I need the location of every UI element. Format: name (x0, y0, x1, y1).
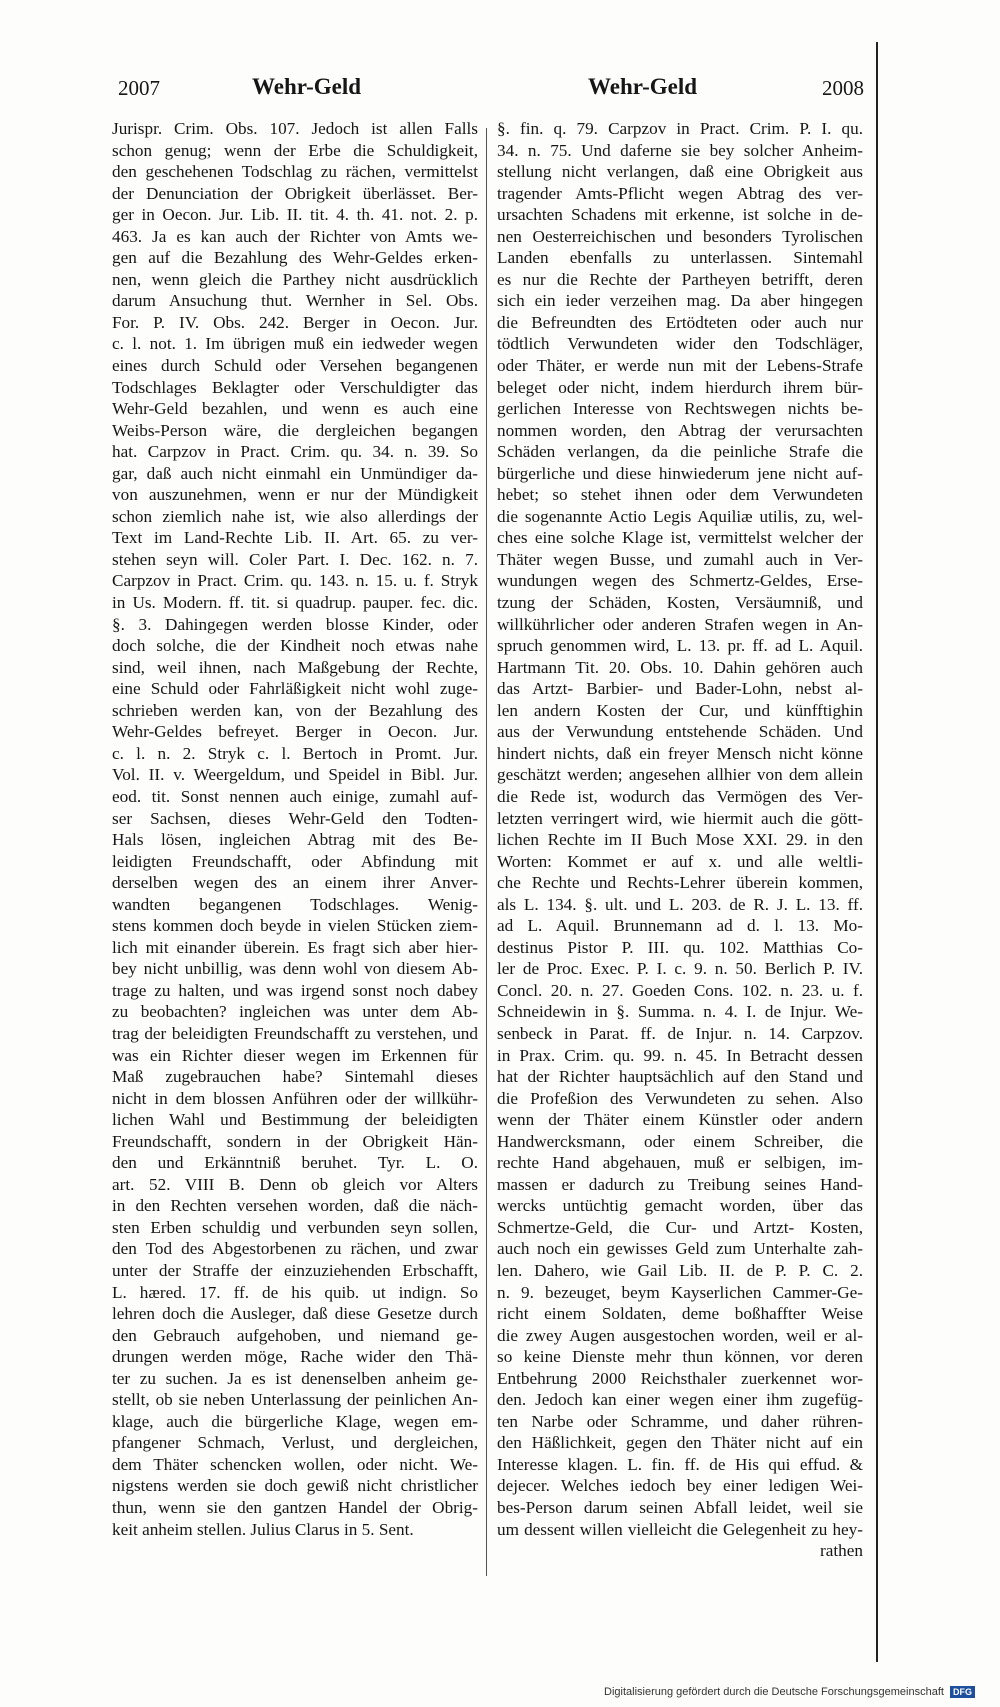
text-line: c. l. not. 1. Im übrigen muß ein iedweder wegen (112, 334, 478, 354)
text-line: §. 3. Dahingegen werden blosse Kinder, oder (112, 614, 478, 634)
text-line: massen er dadurch zu Treibung seines Hand- (497, 1174, 863, 1194)
text-line: 463. Ja es kan auch der Richter von Amts we- (112, 226, 478, 246)
text-line: wercks untüchtig gemacht worden, über das (497, 1196, 863, 1216)
text-line: trage zu halten, und was irgend sonst noch dabey (112, 980, 478, 1000)
text-line: die Rede ist, wodurch das Vermögen des Ver- (497, 786, 863, 806)
text-line: Schäden verlangen, da die peinliche Strafe die (497, 442, 863, 462)
text-line: Schmertze-Geld, die Cur- und Artzt- Kosten, (497, 1217, 863, 1237)
text-line: §. fin. q. 79. Carpzov in Pract. Crim. P. I. qu. (497, 119, 863, 138)
dfg-logo: DFG (950, 1686, 975, 1698)
text-line: Entbehrung 2000 Reichsthaler zuerkennet wor- (497, 1368, 863, 1388)
text-line: den Häßlichkeit, gegen den Thäter nicht auf ein (497, 1433, 863, 1453)
text-line: eod. tit. Sonst nennen auch einige, zumahl auf- (112, 786, 478, 806)
text-line: den geschehenen Todschlag zu rächen, vermittelst (112, 162, 478, 182)
text-line: tragender Amts-Pflicht wegen Abtrag des ver- (497, 183, 863, 203)
text-line: Thäter wegen Busse, und zumahl auch in Ver- (497, 549, 863, 569)
text-line: ten Narbe oder Schramme, und daher rühren- (497, 1411, 863, 1431)
text-line: Interesse klagen. L. fin. ff. de His qui effud. & (497, 1454, 863, 1474)
text-line: ches eine solche Klage ist, vermittelst welcher der (497, 528, 863, 548)
text-line: Handwercksmann, oder einem Schreiber, die (497, 1131, 863, 1151)
text-line: Wehr-Geld bezahlen, und wenn es auch eine (112, 399, 478, 419)
text-line: den. Jedoch kan einer wegen einer ihm zugefüg- (497, 1390, 863, 1410)
text-line: keit anheim stellen. Julius Clarus in 5. Sent. (112, 1519, 414, 1539)
text-line: stehen seyn will. Coler Part. I. Dec. 162. n. 7. (112, 549, 478, 569)
text-column-right (497, 118, 863, 1562)
text-line: Schneidewin in §. Summa. n. 4. I. de Injur. We- (497, 1002, 863, 1022)
text-line: ursachten Schadens mit erkenne, ist solche in de- (497, 205, 863, 225)
text-line: sten Erben schuldig und verbunden seyn sollen, (112, 1217, 478, 1237)
text-line: hindert nichts, daß ein freyer Mensch nicht könne (497, 743, 863, 763)
text-line: Text im Land-Rechte Lib. II. Art. 65. zu ver- (112, 528, 478, 548)
text-line: destinus Pistor P. III. qu. 102. Matthias Co- (497, 937, 863, 957)
text-line: rechte Hand abgehauen, muß er selbigen, im- (497, 1153, 863, 1173)
text-line: len. Dahero, wie Gail Lib. II. de P. P. C. 2. (497, 1260, 863, 1280)
text-line: tzung der Schäden, Kosten, Versäumniß, und (497, 593, 863, 613)
text-column-left (112, 118, 478, 1540)
text-line: der Denunciation der Obrigkeit überlässet. Ber- (112, 183, 478, 203)
text-line: richt einem Soldaten, deme boßhaffter Weise (497, 1304, 863, 1324)
text-line: um dessent willen vielleicht die Gelegenheit zu hey- (497, 1519, 863, 1539)
text-line: art. 52. VIII B. Denn ob gleich vor Alters (112, 1174, 478, 1194)
text-line: nen, wenn gleich die Parthey nicht ausdrücklich (112, 269, 478, 289)
text-line: bürgerliche und diese hinwiederum jene nicht auf- (497, 463, 863, 483)
text-line: derselben wegen des an einem ihrer Anver- (112, 873, 478, 893)
text-line: lichen Wahl und Bestimmung der beleidigten (112, 1110, 478, 1130)
text-line: ter zu suchen. Ja es ist denenselben anheim ge- (112, 1368, 478, 1388)
text-line: klage, auch die bürgerliche Klage, wegen em- (112, 1411, 478, 1431)
text-line: sind, weil ihnen, nach Maßgebung der Rechte, (112, 657, 478, 677)
text-line: Vol. II. v. Weergeldum, und Speidel in Bibl. Jur. (112, 765, 478, 785)
text-line: auch noch ein gewisses Geld zum Unterhalte zah- (497, 1239, 863, 1259)
text-line: doch solche, die der Kindheit noch etwas nahe (112, 636, 478, 656)
text-line: schrieben werden kan, von der Bezahlung des (112, 700, 478, 720)
text-line: pfangener Schmach, Verlust, und dergleichen, (112, 1433, 478, 1453)
text-line: ler de Proc. Exec. P. I. c. 9. n. 50. Berlich P. IV. (497, 959, 863, 979)
text-line: es nur die Rechte der Partheyen betrifft, deren (497, 269, 863, 289)
footer-credit-text: Digitalisierung gefördert durch die Deutsche Forschungsgemeinschaft (604, 1686, 944, 1698)
text-line: schon genug; wenn der Erbe die Schuldigkeit, (112, 140, 478, 160)
text-line: thun, wenn sie den gantzen Handel der Obrig- (112, 1498, 478, 1517)
page-edge-line (876, 42, 878, 1662)
text-line: For. P. IV. Obs. 242. Berger in Oecon. Jur. (112, 312, 478, 332)
text-line: 34. n. 75. Und daferne sie bey solcher Anheim- (497, 140, 863, 160)
text-line: beleget oder nicht, indem hierdurch ihrem bür- (497, 377, 863, 397)
text-line: lehren doch die Ausleger, daß diese Gesetze durch (112, 1304, 478, 1324)
text-line: dem Thäter schencken wollen, oder nicht. We- (112, 1454, 478, 1474)
text-line: wenn der Thäter einem Künstler oder andern (497, 1110, 863, 1130)
text-line: Jurispr. Crim. Obs. 107. Jedoch ist allen Falls (112, 119, 478, 138)
text-line: aus der Verwundung entstehende Schäden. Und (497, 722, 863, 742)
text-line: oder Thäter, er werde nun mit der Lebens-Strafe (497, 356, 863, 376)
text-line: ad L. Aquil. Brunnemann ad d. l. 13. Mo- (497, 916, 863, 936)
text-line: Weibs-Person wäre, die dergleichen begangen (112, 420, 478, 440)
text-line: nicht in dem blossen Anführen oder der willkühr- (112, 1088, 478, 1108)
text-line: leidigten Freundschafft, oder Abfindung mit (112, 851, 478, 871)
text-line: schon ziemlich nahe ist, wie also allerdings der (112, 506, 478, 526)
text-line: Worten: Kommet er auf x. und alle weltli- (497, 851, 863, 871)
running-head-right: Wehr-Geld (588, 74, 698, 99)
text-line: stens kommen doch beyde in vielen Stücken ziem- (112, 916, 478, 936)
text-line: tödtlich Verwundeten wider den Todschläger, (497, 334, 863, 354)
page-number-right: 2008 (822, 76, 864, 100)
text-line: Hartmann Tit. 20. Obs. 10. Dahin gehören auch (497, 657, 863, 677)
text-line: so keine Dienste mehr thun können, vor deren (497, 1347, 863, 1367)
text-line: eines durch Schuld oder Versehen begangenen (112, 356, 478, 376)
text-line: rathen (820, 1541, 863, 1561)
text-line: eine Schuld oder Fahrläßigkeit nicht wohl zuge- (112, 679, 478, 699)
text-line: willkührlicher oder anderen Strafen wegen in An- (497, 614, 863, 634)
text-line: in Us. Modern. ff. tit. si quadrup. pauper. fec. dic. (112, 593, 478, 613)
text-line: gar, daß auch nicht einmahl ein Unmündiger da- (112, 463, 478, 483)
text-line: die zwey Augen ausgestochen worden, weil er al- (497, 1325, 863, 1345)
text-line: nommen worden, den Abtrag der verursachten (497, 420, 863, 440)
text-line: gen auf die Bezahlung des Wehr-Geldes erken- (112, 248, 478, 268)
text-line: wundungen wegen des Schmertz-Geldes, Erse- (497, 571, 863, 591)
text-line: hebet; so stehet ihnen oder dem Verwundeten (497, 485, 863, 505)
page-header (118, 76, 864, 112)
text-line: Landen ebenfalls zu unterlassen. Sintemahl (497, 248, 863, 268)
text-line: von auszunehmen, wenn er nur der Mündigkeit (112, 485, 478, 505)
text-line: Wehr-Geldes befreyet. Berger in Oecon. Jur. (112, 722, 478, 742)
text-line: Carpzov in Pract. Crim. qu. 143. n. 15. u. f. Stryk (112, 571, 478, 591)
text-line: L. hæred. 17. ff. de his quib. ut indign. So (112, 1282, 478, 1302)
text-line: den Tod des Abgestorbenen zu rächen, und zwar (112, 1239, 478, 1259)
text-line: geschätzt werden; angesehen allhier von dem allein (497, 765, 863, 785)
text-line: senbeck in Parat. ff. de Injur. n. 14. Carpzov. (497, 1023, 863, 1043)
text-line: lichen Rechte im II Buch Mose XXI. 29. in den (497, 830, 863, 850)
text-line: Hals lösen, ingleichen Abtrag mit des Be- (112, 830, 478, 850)
text-line: Concl. 20. n. 27. Goeden Cons. 102. n. 23. u. f. (497, 980, 863, 1000)
text-line: stellung nicht verlangen, daß eine Obrigkeit aus (497, 162, 863, 182)
digitization-footer (604, 1686, 996, 1704)
text-line: bes-Person darum seinen Abfall leidet, weil sie (497, 1498, 863, 1517)
text-line: hat. Carpzov in Pract. Crim. qu. 34. n. 39. So (112, 442, 478, 462)
text-line: den und Erkänntniß beruhet. Tyr. L. O. (112, 1153, 478, 1173)
text-line: in den Rechten versehen worden, daß die näch- (112, 1196, 478, 1216)
text-line: den Gebrauch aufgehoben, und niemand ge- (112, 1325, 478, 1345)
text-line: nen Oesterreichischen und besonders Tyrolischen (497, 226, 863, 246)
text-line: wandten begangenen Todschlages. Wenig- (112, 894, 478, 914)
text-line: ser Sachsen, dieses Wehr-Geld den Todten- (112, 808, 478, 828)
text-line: das Artzt- Barbier- und Bader-Lohn, nebst al- (497, 679, 863, 699)
text-line: was ein Richter dieser wegen im Erkennen für (112, 1045, 478, 1065)
page-number-left: 2007 (118, 76, 160, 100)
text-line: ger in Oecon. Jur. Lib. II. tit. 4. th. 41. not. 2. p. (112, 205, 478, 225)
text-line: nigstens werden sie doch gewiß nicht christlicher (112, 1476, 478, 1496)
text-line: len andern Kosten der Cur, und künfftighin (497, 700, 863, 720)
text-line: zu beobachten? ingleichen was unter dem Ab- (112, 1002, 478, 1022)
text-line: che Rechte und Rechts-Lehrer überein kommen, (497, 873, 863, 893)
text-line: letzten verringert wird, wie hiermit auch die gött- (497, 808, 863, 828)
text-line: in Prax. Crim. qu. 99. n. 45. In Betracht dessen (497, 1045, 863, 1065)
running-head-left: Wehr-Geld (252, 74, 362, 99)
text-line: hat der Richter hauptsächlich auf den Stand und (497, 1067, 863, 1087)
text-line: spruch genommen wird, L. 13. pr. ff. ad L. Aquil. (497, 636, 863, 656)
column-divider (486, 128, 487, 1576)
text-line: bey nicht unbillig, was denn wohl von diesem Ab- (112, 959, 478, 979)
text-line: dejecer. Welches iedoch bey einer ledigen Wei- (497, 1476, 863, 1496)
text-line: drungen werden möge, Rache wider den Thä- (112, 1347, 478, 1367)
text-line: c. l. n. 2. Stryk c. l. Bertoch in Promt. Jur. (112, 743, 478, 763)
text-line: stellt, ob sie neben Unterlassung der peinlichen An- (112, 1390, 478, 1410)
text-line: unter der Straffe der einzuziehenden Erbschafft, (112, 1260, 478, 1280)
text-line: n. 9. bezeuget, beym Kayserlichen Cammer-Ge- (497, 1282, 863, 1302)
text-line: Freundschafft, sondern in der Obrigkeit Hän- (112, 1131, 478, 1151)
text-line: Todschlages Beklagter oder Verschuldigter das (112, 377, 478, 397)
text-line: die Befreundten des Ertödteten oder auch nur (497, 312, 863, 332)
text-line: als L. 134. §. ult. und L. 203. de R. J. L. 13. ff. (497, 894, 863, 914)
text-line: sich ein ieder verzeihen mag. Da aber hingegen (497, 291, 863, 311)
text-line: die sogenannte Actio Legis Aquiliæ utilis, zu, wel- (497, 506, 863, 526)
text-line: darum Ansuchung thut. Wernher in Sel. Obs. (112, 291, 478, 311)
text-line: gerlichen Interesse von Rechtswegen nichts be- (497, 399, 863, 419)
text-line: trag der beleidigten Freundschafft zu verstehen, und (112, 1023, 478, 1043)
text-line: die Profeßion des Verwundeten zu sehen. Also (497, 1088, 863, 1108)
text-line: lich mit einander überein. Es fragt sich aber hier- (112, 937, 478, 957)
text-line: Maß zugebrauchen habe? Sintemahl dieses (112, 1067, 478, 1087)
